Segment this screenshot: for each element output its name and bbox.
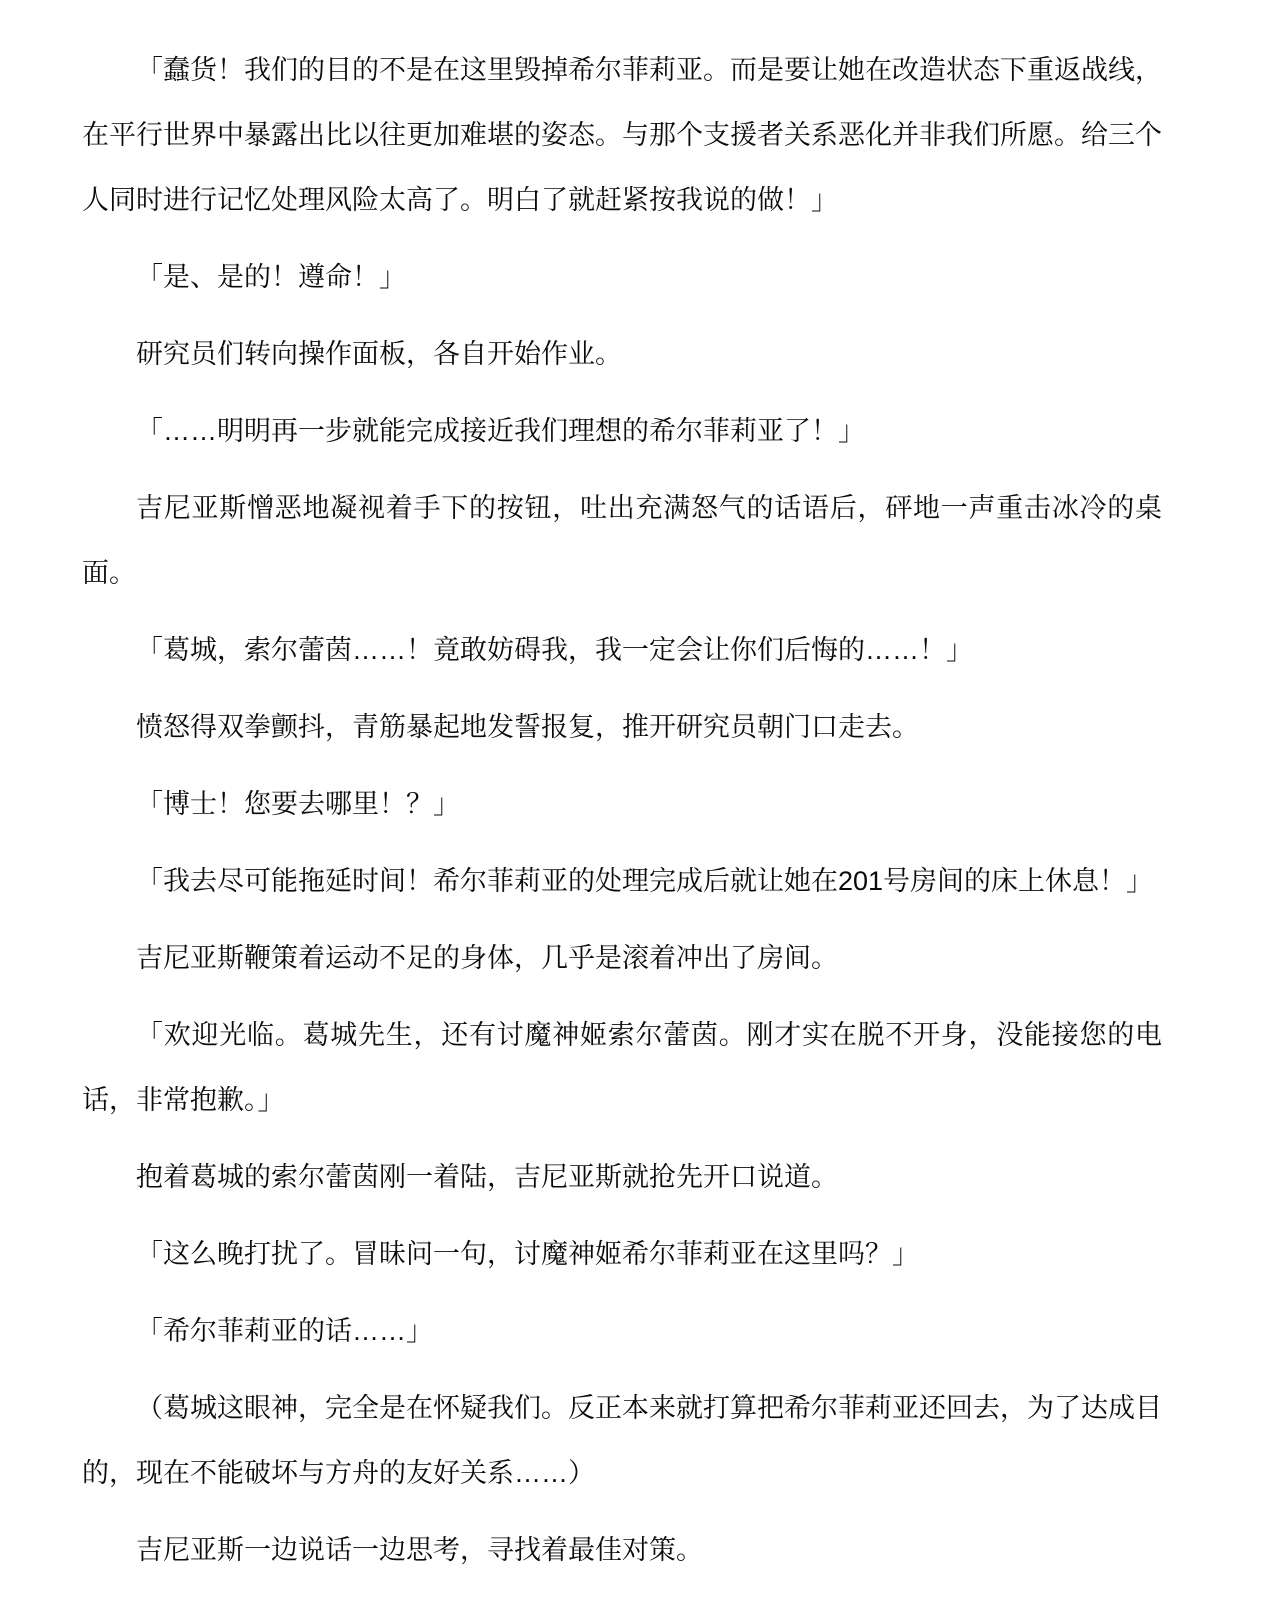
paragraph: 「我去尽可能拖延时间！希尔菲莉亚的处理完成后就让她在201号房间的床上休息！」 [136,866,1154,896]
paragraph: （葛城这眼神，完全是在怀疑我们。反正本来就打算把希尔菲莉亚还回去，为了达成目的，现在不能破坏与方舟的友好关系……） [82,1393,1162,1488]
novel-text-body [82,0,1162,1583]
paragraph: 愤怒得双拳颤抖，青筋暴起地发誓报复，推开研究员朝门口走去。 [136,712,919,742]
paragraph: 「欢迎光临。葛城先生，还有讨魔神姬索尔蕾茵。刚才实在脱不开身，没能接您的电话，非常抱歉。」 [82,1020,1162,1115]
paragraph: 「葛城，索尔蕾茵……！竟敢妨碍我，我一定会让你们后悔的……！」 [136,635,973,665]
paragraph: 「……明明再一步就能完成接近我们理想的希尔菲莉亚了！」 [136,416,865,446]
paragraph: 「蠢货！我们的目的不是在这里毁掉希尔菲莉亚。而是要让她在改造状态下重返战线，在平行世界中暴露出比以往更加难堪的姿态。与那个支援者关系恶化并非我们所愿。给三个人同时进行记忆处理风险太高了。明白了就赶紧按我说的做！」 [82,55,1162,215]
paragraph: 研究员们转向操作面板，各自开始作业。 [136,339,622,369]
paragraph: 「这么晚打扰了。冒昧问一句，讨魔神姬希尔菲莉亚在这里吗？」 [136,1239,919,1269]
paragraph: 吉尼亚斯鞭策着运动不足的身体，几乎是滚着冲出了房间。 [136,943,838,973]
paragraph: 吉尼亚斯一边说话一边思考，寻找着最佳对策。 [136,1535,703,1565]
paragraph: 吉尼亚斯憎恶地凝视着手下的按钮，吐出充满怒气的话语后，砰地一声重击冰冷的桌面。 [82,493,1162,588]
paragraph: 「博士！您要去哪里！？」 [136,789,460,819]
paragraph: 「希尔菲莉亚的话……」 [136,1316,433,1346]
paragraph: 抱着葛城的索尔蕾茵刚一着陆，吉尼亚斯就抢先开口说道。 [136,1162,838,1192]
paragraph: 「是、是的！遵命！」 [136,262,406,292]
